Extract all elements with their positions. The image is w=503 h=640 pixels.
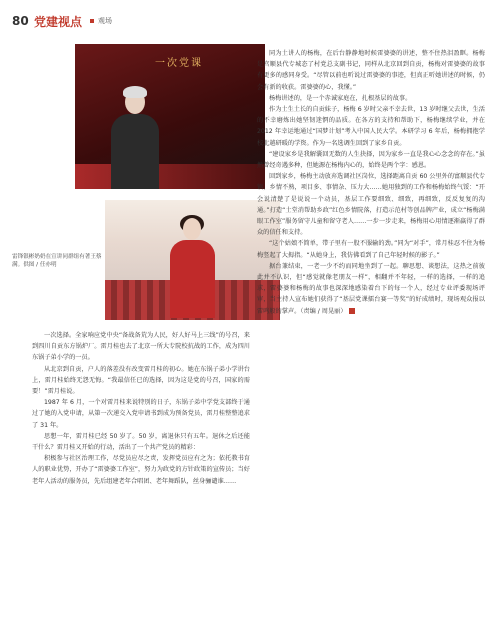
right-paragraph-text: 据台兼结束，一老一少不约而同地坐到了一起。聊思想、谈想法，这热之前彼此并不认识，但“感觉就像老朋友一样”，相翻并不年轻，一样的选择，一样的追求，雷婆婆和杨梅的故事也深深地感染着台下的每一个人，经过专业评委现场评审，当主持人宣布她们获得了“基层党课擂台赛一等奖”的好成绩时，现场观众报以雷鸣般的掌声。（责编 / 周晃丽） [257, 262, 485, 315]
page-header [12, 10, 492, 32]
right-paragraph-last [257, 261, 485, 317]
left-paragraph: 思想一年，雷月桂已经 50 岁了。50 岁，离退休只有五年。退休之后还能干什么？雷月桂又开始的行动，活出了一个共产党员的精彩： [32, 432, 250, 452]
speaker-photo-top [75, 44, 265, 189]
left-paragraph: 积极参与社区治理工作，尽党员应尽之责，发挥党员应有之为；依托教书育人的职业优势，开办了“雷婆婆工作室”，努力为政党的方针政策的宣传员；当好老年人活动的服务员，先后组建老年合唱团、老年舞蹈队，丝身骊谴谁…… [32, 455, 250, 485]
magazine-title: 党建视点 [34, 15, 83, 29]
right-paragraph: “建设家乡是我解囊回无数的人生抉择，因为家乡一直是我心心念念的存在。”虽然曾经奇遇多种，但她源在杨梅内心的，始终是两个字：感恩。 [257, 150, 485, 170]
stage-banner-text: 一次党课 [155, 58, 203, 69]
section-label: 观场 [98, 17, 112, 25]
left-paragraph: 从北京到自贡，户人的落差没有改变雷月桂的初心。她在东锅子弟小学讲台上，雷月桂始终无怨无悔。“我最信任已的选择，因为这是党的号召，国家的需要！”雷月桂说。 [32, 365, 250, 396]
right-paragraph: “这个姑娘不简单，带子里有一股不服输的劲。”同为“对手”，常月桂忍不住为杨梅竖起了大拇指。“从她身上，我仿佛看到了自己年轻时候的影子。” [257, 240, 485, 259]
right-paragraph: 同为土讲人的杨梅，在后台静静地时候雷婆婆的讲述，整不住热泪盈眶。杨梅是宫顺县代专城态了村党总支副书记，同样从北京回到自贡，杨梅对雷婆婆的故事有更多的感同身受。“尽管以前也听说过雷婆婆的事迹，但真正听她讲述的时候，仍会有新的收获。雷婆婆的心，我懂。” [257, 50, 485, 91]
left-column-text [32, 330, 250, 487]
left-paragraph: 一次选择。全家响应党中央“备战备荒为人民，好人好马上三线”的号召，来到四川自贡东方锅炉厂。雷月桂也去了北京一所大专院校抗战的工作，成为四川东锅子弟小学的一员。 [32, 332, 250, 362]
page-number: 80 [12, 14, 29, 28]
photo-caption: 雷锋银彬奶奶在宣讲同群组有著王蔡满。供图 / 任亦明 [12, 254, 102, 268]
young-speaker-figure [165, 218, 220, 318]
right-column-text [257, 48, 485, 317]
end-of-article-icon [349, 308, 355, 314]
stage-lights [75, 164, 265, 189]
right-paragraph: 杨梅讲述的，是一个赤诚家庭在，扎根基层的故事。 [269, 94, 412, 102]
right-paragraph: 作为土生土长的自贡妹子，杨梅 6 岁时父亲不幸去世，13 岁时继父去世，生活的不幸磨炼出她坚韧迷惘的品质。在各方的支持和帮助下，杨梅继续学业，并在 2012 年幸运地通过“国梦计划”考入中国人民大学。本研学习 6 年后，杨梅拥抱学校北越研暖的学资。作为一名选调生回到了家乡自贡。 [257, 106, 485, 147]
left-paragraph: 1987 年 6 月，一个对雷月桂来说特别的日子，东锅子弟中学党支部终于通过了她的入党申请，从第一次递交入党申请书到成为预备党员，雷月桂整整追求了 31 年。 [32, 399, 250, 429]
speaker-photo-bottom [105, 200, 280, 320]
elderly-speaker-figure [105, 84, 165, 189]
section-marker-icon [90, 19, 94, 23]
right-paragraph: 回到家乡，杨梅主动放弃选调社区岗位，选择距离自贡 60 公里外的富顺县代专镇，乡情不熟，项目多、事情杂、压力大……她用独到的工作和杨梅始终气馁：“开会说清楚了是说说一个动员，基层工作要细致、细致，再细致，反反复复的沟通。”打造“土堂消帮助乡政”红色乡情院落，打造示范村等创品牌产业，成立“杨梅满眼工作室”服务留守儿童和留守老人……一步一步走来，杨梅用心用情逐渐赢得了群众的信任和支持。 [257, 173, 485, 237]
